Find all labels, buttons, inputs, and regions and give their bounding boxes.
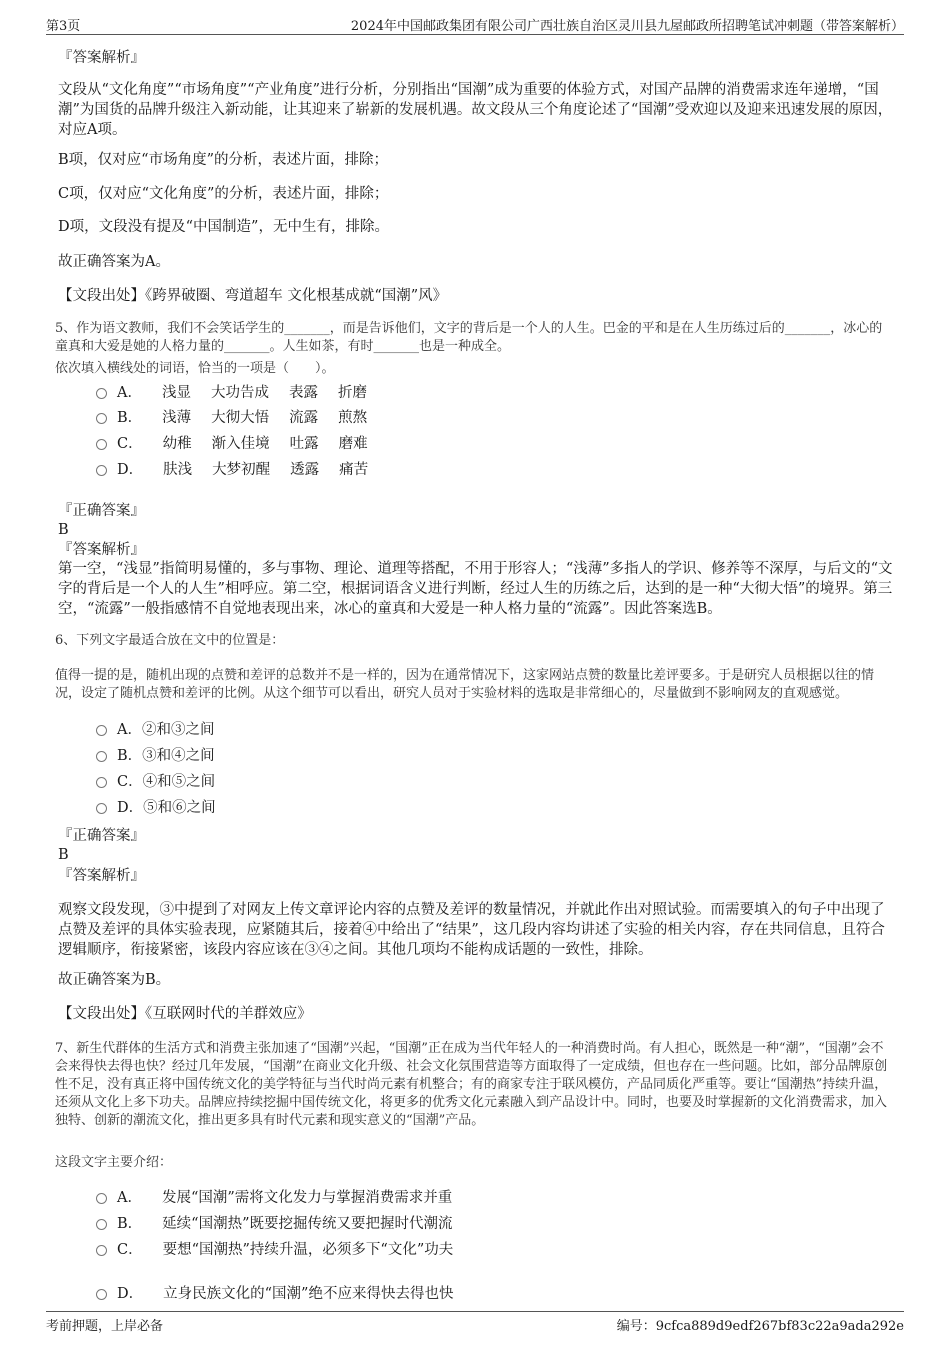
radio-icon[interactable] <box>96 465 107 476</box>
q4-analysis-p2: B项，仅对应“市场角度”的分析，表述片面，排除； <box>58 152 388 168</box>
radio-icon[interactable] <box>96 413 107 424</box>
q4-analysis-label: 『答案解析』 <box>58 50 145 66</box>
q5-option-d[interactable]: D． 肤浅 大梦初醒 透露 痛苦 <box>96 460 368 480</box>
q4-source: 【文段出处】《跨界破圈、弯道超车 文化根基成就“国潮”风》 <box>58 288 448 304</box>
q4-analysis-p4: D项，文段没有提及“中国制造”，无中生有，排除。 <box>58 219 389 235</box>
radio-icon[interactable] <box>96 1289 107 1300</box>
q6-stem: 6、下列文字最适合放在文中的位置是： <box>55 633 285 648</box>
radio-icon[interactable] <box>96 1245 107 1256</box>
q6-conclusion: 故正确答案为B。 <box>58 972 171 988</box>
page-header <box>46 12 904 35</box>
q4-analysis-p1: 文段从“文化角度”“市场角度”“产业角度”进行分析，分别指出“国潮”成为重要的体验方式，对国产品牌的消费需求连年递增，“国潮”为国货的品牌升级注入新动能，让其迎来了崭新的发展机遇。故文段从三个角度论述了“国潮”受欢迎以及迎来迅速发展的原因，对应A项。 <box>58 82 893 138</box>
radio-icon[interactable] <box>96 439 107 450</box>
q6-source: 【文段出处】《互联网时代的羊群效应》 <box>58 1006 312 1022</box>
q6-answer: B <box>58 847 69 863</box>
q6-answer-label: 『正确答案』 <box>58 828 145 844</box>
q5-stem: 5、作为语文教师，我们不会笑话学生的_______，而是告诉他们，文字的背后是一个人的人生。巴金的平和是在人生历练过后的_______，冰心的童真和大爱是她的人格力量的_______。人生如茶，有时_______也是一种成全。 <box>55 321 883 354</box>
page-number: 第3页 <box>46 19 81 34</box>
q5-answer-label: 『正确答案』 <box>58 503 145 519</box>
q4-analysis-p3: C项，仅对应“文化角度”的分析，表述片面，排除； <box>58 186 389 202</box>
q7-instruction: 这段文字主要介绍： <box>55 1155 173 1170</box>
q6-analysis-label: 『答案解析』 <box>58 868 145 884</box>
q4-conclusion: 故正确答案为A。 <box>58 254 170 270</box>
q7-option-c[interactable]: C． 要想“国潮热”持续升温，必须多下“文化”功夫 <box>96 1240 453 1260</box>
q7-option-d[interactable]: D． 立身民族文化的“国潮”绝不应来得快去得也快 <box>96 1284 453 1304</box>
q6-passage: 值得一提的是，随机出现的点赞和差评的总数并不是一样的，因为在通常情况下，这家网站点赞的数量比差评要多。于是研究人员根据以往的情况，设定了随机点赞和差评的比例。从这个细节可以看出，研究人员对于实验材料的选取是非常细心的，尽量做到不影响网友的直观感觉。 <box>55 668 875 701</box>
q5-analysis: 第一空，“浅显”指简明易懂的，多与事物、理论、道理等搭配，不用于形容人；“浅薄”多指人的学识、修养等不深厚，与后文的“文字的背后是一个人的人生”相呼应。第二空，根据词语含义进行判断，经过人生的历练之后，达到的是一种“大彻大悟”的境界。第三空，“流露”一般指感情不自觉地表现出来，冰心的童真和大爱是一种人格力量的“流露”。因此答案选B。 <box>58 561 893 617</box>
q7-option-a[interactable]: A． 发展“国潮”需将文化发力与掌握消费需求并重 <box>96 1188 452 1208</box>
document-title: 2024年中国邮政集团有限公司广西壮族自治区灵川县九屋邮政所招聘笔试冲刺题（带答案解析） <box>350 19 904 34</box>
q5-option-a[interactable]: A． 浅显 大功告成 表露 折磨 <box>96 383 367 403</box>
q5-option-b[interactable]: B． 浅薄 大彻大悟 流露 煎熬 <box>96 408 367 428</box>
radio-icon[interactable] <box>96 803 107 814</box>
q6-option-c[interactable]: C．④和⑤之间 <box>96 772 215 792</box>
document-id: 编号：9cfca889d9edf267bf83c22a9ada292e <box>616 1319 904 1334</box>
q7-option-b[interactable]: B． 延续“国潮热”既要挖掘传统又要把握时代潮流 <box>96 1214 452 1234</box>
q5-instruction: 依次填入横线处的词语，恰当的一项是（ ）。 <box>55 361 335 376</box>
footer-slogan: 考前押题，上岸必备 <box>46 1319 164 1334</box>
radio-icon[interactable] <box>96 725 107 736</box>
q5-option-c[interactable]: C． 幼稚 渐入佳境 吐露 磨难 <box>96 434 368 454</box>
radio-icon[interactable] <box>96 1219 107 1230</box>
radio-icon[interactable] <box>96 1193 107 1204</box>
radio-icon[interactable] <box>96 777 107 788</box>
q6-option-d[interactable]: D．⑤和⑥之间 <box>96 798 216 818</box>
q6-option-b[interactable]: B．③和④之间 <box>96 746 215 766</box>
q5-analysis-label: 『答案解析』 <box>58 542 145 558</box>
q5-answer: B <box>58 522 69 538</box>
page-footer <box>46 1311 904 1334</box>
radio-icon[interactable] <box>96 388 107 399</box>
q6-analysis: 观察文段发现，③中提到了对网友上传文章评论内容的点赞及差评的数量情况，并就此作出对照试验。而需要填入的句子中出现了点赞及差评的具体实验表现，应紧随其后，接着④中给出了“结果”，这几段内容均讲述了实验的相关内容，存在共同信息，且符合逻辑顺序，衔接紧密，该段内容应该在③④之间。其他几项均不能构成话题的一致性，排除。 <box>58 902 885 958</box>
q6-option-a[interactable]: A．②和③之间 <box>96 720 214 740</box>
radio-icon[interactable] <box>96 751 107 762</box>
q7-stem: 7、新生代群体的生活方式和消费主张加速了“国潮”兴起，“国潮”正在成为当代年轻人的一种消费时尚。有人担心，既然是一种“潮”，“国潮”会不会来得快去得也快？经过几年发展，“国潮”在商业文化升级、社会文化氛围营造等方面取得了一定成绩，但也存在一些问题。比如，部分品牌原创性不足，没有真正将中国传统文化的美学特征与当代时尚元素有机整合；有的商家专注于联风模仿，产品同质化严重等。要让“国潮热”持续升温，还须从文化上多下功夫。品牌应持续挖掘中国传统文化，将更多的优秀文化元素融入到产品设计中。同时，也要及时掌握新的文化消费需求，加入独特、创新的潮流文化，推出更多具有时代元素和现实意义的“国潮”产品。 <box>55 1041 888 1128</box>
